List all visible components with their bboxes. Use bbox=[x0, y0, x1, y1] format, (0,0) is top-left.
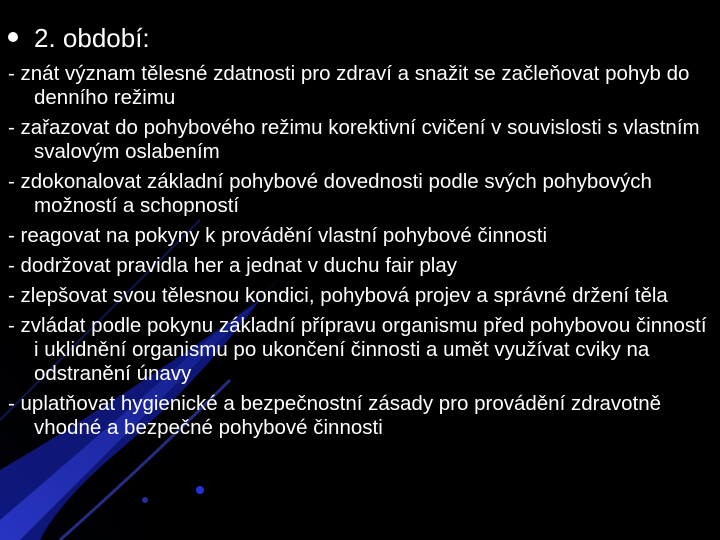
bullet-icon bbox=[8, 32, 18, 42]
list-item: - zvládat podle pokynu základní přípravu organismu před pohybovou činností i uklidnění organismu po ukončení činnosti a umět využívat cviky na odstranění únavy bbox=[8, 314, 707, 385]
list-item: - zlepšovat svou tělesnou kondici, pohybová projev a správné držení těla bbox=[8, 284, 668, 307]
list-item: - znát význam tělesné zdatnosti pro zdraví a snažit se začleňovat pohyb do denního režimu bbox=[8, 62, 690, 109]
list-item: - zdokonalovat základní pohybové dovednosti podle svých pohybových možností a schopností bbox=[8, 170, 652, 217]
outcome-list bbox=[8, 62, 714, 446]
slide-heading bbox=[8, 22, 150, 54]
list-item: - dodržovat pravidla her a jednat v duchu fair play bbox=[8, 254, 457, 277]
heading-text: 2. období: bbox=[34, 23, 150, 53]
list-item: - uplatňovat hygienické a bezpečnostní zásady pro provádění zdravotně vhodné a bezpečné pohybové činnosti bbox=[8, 392, 661, 439]
list-item: - reagovat na pokyny k provádění vlastní pohybové činnosti bbox=[8, 224, 548, 247]
list-item: - zařazovat do pohybového režimu korektivní cvičení v souvislosti s vlastním svalovým oslabením bbox=[8, 116, 700, 163]
